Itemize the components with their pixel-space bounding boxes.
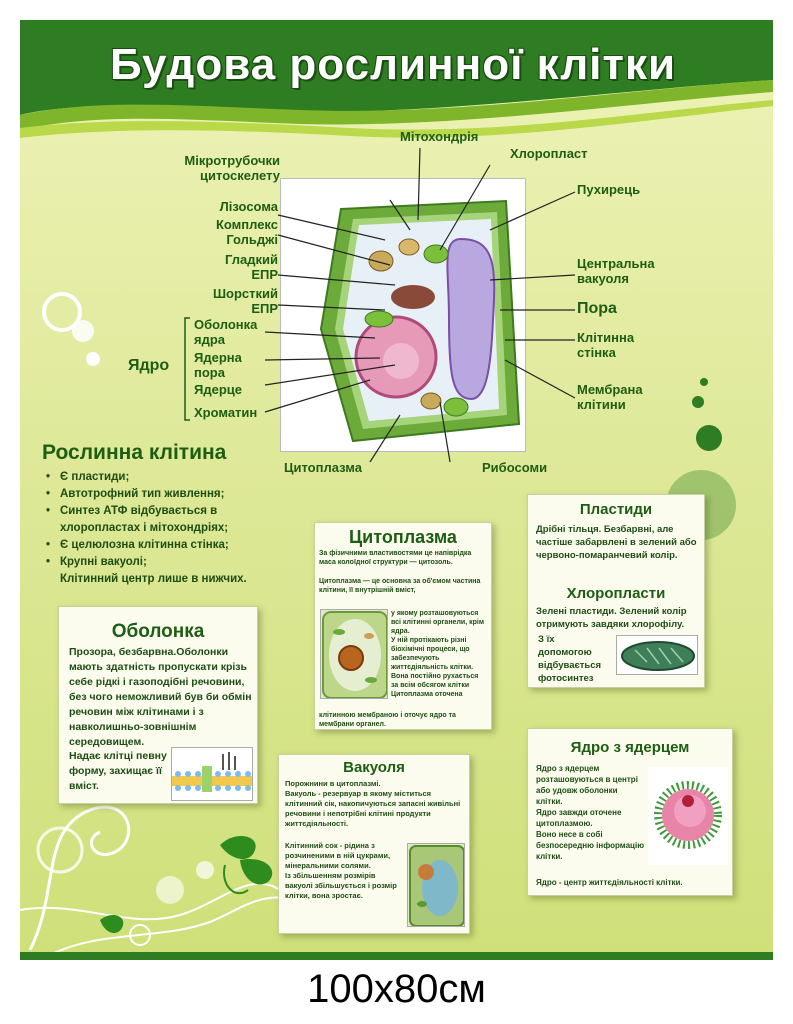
label-microtubules: Мікротрубочки цитоскелету bbox=[184, 153, 280, 183]
nucleus-card bbox=[527, 728, 733, 896]
card-text: Цитоплазма — це основна за об'ємом частина клітини, її внутрішній вміст, bbox=[319, 578, 481, 594]
deco-circle bbox=[692, 396, 704, 408]
label-chloroplast: Хлоропласт bbox=[510, 146, 588, 161]
plant-cell-heading: Рослинна клітина bbox=[42, 441, 227, 464]
list-item: • Є пластиди; bbox=[42, 469, 277, 486]
membrane-image bbox=[171, 747, 253, 801]
plant-cell-diagram bbox=[280, 178, 526, 452]
card-text: Клітинний сок - рідина з розчиненими в ній цукрами, мінеральними солями. Із збільшенням розмірів вакуолі збільшується і розмір клітки, вона зростає. bbox=[285, 841, 397, 900]
card-text: Зелені пластиди. Зелений колір отримують завдяки хлорофілу. bbox=[536, 606, 687, 630]
label-ribosomes: Рибосоми bbox=[482, 460, 548, 475]
membrane-card bbox=[58, 606, 258, 804]
deco-circle bbox=[86, 352, 100, 366]
label-smooth-er: Гладкий ЕПР bbox=[225, 252, 278, 282]
card-title: Оболонка bbox=[111, 621, 205, 642]
card-title: Цитоплазма bbox=[349, 527, 457, 547]
list-item: Клітинний центр лише в нижчих. bbox=[60, 573, 247, 585]
plant-cell-illustration bbox=[281, 179, 527, 453]
card-text: Ядро з ядерцем розташовуються в центрі або удовж оболонки клітки. Ядро завжди оточене цитоплазмою. Воно несе в собі безпосередню інформацію клітки. bbox=[536, 764, 645, 861]
cytoplasm-image bbox=[320, 609, 388, 699]
nucleus-image bbox=[648, 767, 728, 865]
card-text: З їх допомогою відбувається фотосинтез bbox=[538, 634, 602, 684]
poster bbox=[20, 20, 773, 960]
deco-circle bbox=[696, 425, 722, 451]
label-rough-er: Шорсткий ЕПР bbox=[212, 286, 278, 316]
card-text: клітинною мембраною і оточує ядро та мембрани органел. bbox=[319, 712, 456, 728]
label-cytoplasm: Цитоплазма bbox=[284, 460, 362, 475]
chloroplast-image bbox=[616, 635, 698, 675]
card-text: Порожнини в цитоплазмі. Вакуоль - резервуар в якому міститься клітинний сік, накопичуються запасні живільні речовини і непотрібні клітині продукти життєдіяльності. bbox=[285, 779, 461, 828]
label-chromatin: Хроматин bbox=[194, 405, 258, 420]
card-title: Ядро з ядерцем bbox=[570, 739, 690, 756]
label-mitochondria: Мітохондрія bbox=[400, 129, 479, 144]
label-cell-wall: Клітинна стінка bbox=[577, 330, 635, 360]
list-item: • Крупні вакуолі; bbox=[42, 554, 277, 571]
card-text: Прозора, безбарвна.Оболонки мають здатність пропускати крізь себе рідкі і газоподібні речовини, без чого неможливий був би обмін речовин між клітинами і з навколишньо-зовнішнім середовищем. bbox=[69, 646, 252, 748]
label-lysosome: Лізосома bbox=[219, 199, 278, 214]
deco-circle bbox=[700, 378, 708, 386]
plant-cell-list bbox=[42, 469, 277, 588]
label-vesicle: Пухирець bbox=[577, 182, 641, 197]
label-pore: Пора bbox=[577, 300, 617, 317]
list-item: • Є целюлозна клітинна стінка; bbox=[42, 537, 277, 554]
card-subtitle: Хлоропласти bbox=[566, 585, 666, 602]
label-nuclear-pore: Ядерна пора bbox=[194, 350, 242, 380]
vacuole-card bbox=[278, 754, 470, 934]
plastids-card bbox=[527, 494, 705, 688]
card-text: За фізичними властивостями це напіврідка маса колоїдної структури — цитозоль. bbox=[319, 550, 472, 566]
label-central-vacuole: Центральна вакуоля bbox=[577, 256, 655, 286]
list-item: • Синтез АТФ відбувається в хлоропластах і мітохондріях; bbox=[42, 503, 277, 537]
label-nucleus: Ядро bbox=[128, 357, 170, 374]
label-nucleolus: Ядерце bbox=[194, 382, 242, 397]
label-golgi: Комплекс Гольджі bbox=[215, 217, 278, 247]
card-text: Ядро - центр життєдіяльності клітки. bbox=[536, 878, 683, 887]
list-item: • Автотрофний тип живлення; bbox=[42, 486, 277, 503]
label-membrane: Мембрана клітини bbox=[577, 382, 643, 412]
label-nuclear-envelope: Оболонка ядра bbox=[194, 317, 258, 347]
card-text: Надає клітці певну форму, захищає її вміст. bbox=[69, 750, 167, 792]
card-text: Дрібні тільця. Безбарвні, але частіше забарвлені в зелений або червоно-помаранчевий колір. bbox=[536, 524, 697, 561]
card-text: у якому розташовуються всі клітинні органели, крім ядра. У ній протікають різні біохімічні процеси, що забезпечують життєдіяльність клітки. Вона постійно рухається за всім обсягом клітки Цитоплазма оточена bbox=[391, 610, 484, 698]
card-title: Вакуоля bbox=[343, 759, 405, 776]
vacuole-image bbox=[407, 843, 465, 927]
size-caption: 100х80см bbox=[307, 967, 486, 1011]
deco-circle bbox=[72, 320, 94, 342]
card-title: Пластиди bbox=[579, 501, 653, 518]
cytoplasm-card bbox=[314, 522, 492, 730]
poster-title: Будова рослинної клітки bbox=[110, 40, 677, 89]
